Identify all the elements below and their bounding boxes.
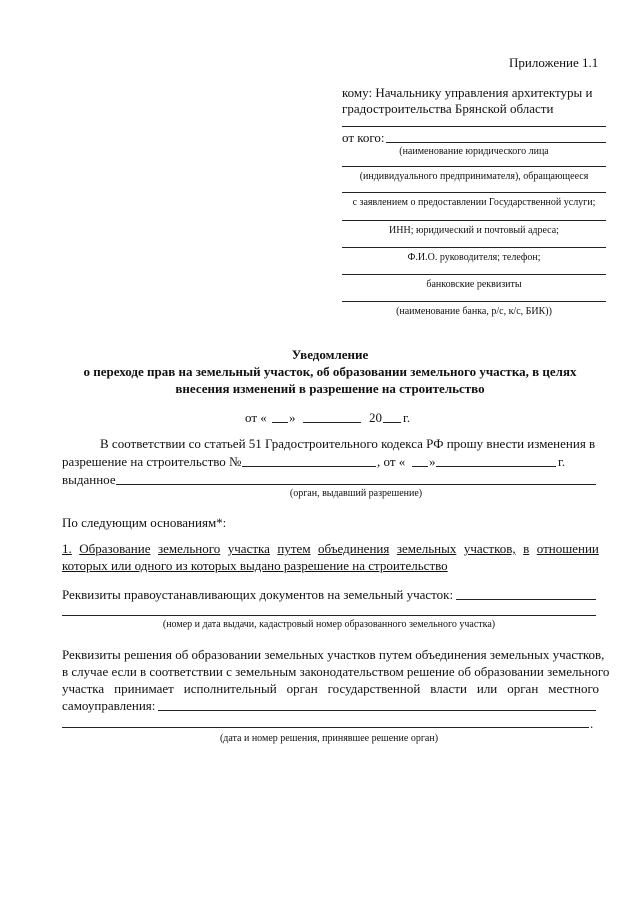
decision-line3-word: принимает (114, 681, 174, 696)
date-year-field[interactable] (383, 422, 401, 423)
permit-date-quote: » (429, 454, 436, 469)
permit-number-field[interactable] (242, 466, 376, 467)
hint-bank-name: (наименование банка, р/с, к/с, БИК)) (396, 306, 552, 317)
issued-by-hint: (орган, выдавший разрешение) (289, 488, 423, 499)
decision-line4-label: самоуправления: (62, 698, 156, 713)
decision-line3-word: орган (286, 681, 318, 696)
ground-1-word: отношении (536, 541, 599, 556)
date-month-field[interactable] (303, 422, 361, 423)
ground-1-line2: которых или одного из которых выдано разрешение на строительство (62, 558, 448, 573)
decision-end-dot: . (590, 716, 594, 731)
decision-field-1[interactable] (158, 710, 596, 711)
grounds-label: По следующим основаниям*: (62, 515, 227, 530)
decision-line3-word: или (476, 681, 498, 696)
decision-field-2[interactable] (62, 727, 589, 728)
from-field-line-6[interactable] (342, 274, 606, 275)
ground-1-word: в (523, 541, 530, 556)
docs-field-2[interactable] (62, 615, 596, 616)
decision-line2: в случае если в соответствии с земельным законодательством решение об образовании земельного (62, 664, 610, 679)
doc-subtitle-line1: о переходе прав на земельный участок, об образовании земельного участка, в целях (83, 364, 577, 379)
from-field-line[interactable] (386, 142, 606, 143)
from-label: от кого: (342, 130, 385, 145)
from-field-line-7[interactable] (342, 301, 606, 302)
date-year-suffix: г. (403, 410, 411, 425)
date-close-quote: » (289, 410, 296, 425)
ground-1-word: 1. (62, 541, 72, 556)
appendix-label: Приложение 1.1 (509, 55, 599, 70)
permit-number-label: разрешение на строительство № (62, 454, 242, 469)
hint-bank-details: банковские реквизиты (426, 279, 522, 290)
ground-1-word: Образование (79, 541, 151, 556)
body-para1-line1: В соответствии со статьей 51 Градостроительного кодекса РФ прошу внести изменения в (100, 436, 596, 451)
doc-subtitle-line2: внесения изменений в разрешение на строительство (175, 381, 485, 396)
ground-1-word: земельного (157, 541, 221, 556)
ground-1-word: земельных (396, 541, 457, 556)
recipient-underline (342, 126, 606, 127)
from-field-line-2[interactable] (342, 166, 606, 167)
hint-request: с заявлением о предоставлении Государственной услуги; (352, 197, 596, 208)
ground-1-line1 (62, 541, 599, 556)
decision-line3-word: местного (548, 681, 599, 696)
permit-date-suffix: г. (558, 454, 566, 469)
date-day-field[interactable] (272, 422, 288, 423)
hint-head-phone: Ф.И.О. руководителя; телефон; (407, 252, 541, 263)
hint-entrepreneur: (индивидуального предпринимателя), обращающееся (359, 171, 589, 182)
issued-by-field[interactable] (116, 484, 596, 485)
issued-by-label: выданное (62, 472, 116, 487)
decision-line3-word: власти (430, 681, 467, 696)
doc-title: Уведомление (291, 347, 369, 362)
date-year-prefix: 20 (369, 410, 382, 425)
decision-line3-word: государственной (327, 681, 421, 696)
ground-1-word: путем (277, 541, 311, 556)
decision-line1: Реквизиты решения об образовании земельных участков путем объединения земельных участков, (62, 647, 605, 662)
decision-line3-word: исполнительный (183, 681, 277, 696)
decision-line3-word: участка (62, 681, 105, 696)
ground-1-word: участка (227, 541, 270, 556)
docs-hint: (номер и дата выдачи, кадастровый номер образованного земельного участка) (162, 619, 496, 630)
docs-field-1[interactable] (456, 599, 596, 600)
hint-inn-address: ИНН; юридический и почтовый адреса; (389, 225, 559, 236)
from-field-line-3[interactable] (342, 192, 606, 193)
from-field-line-5[interactable] (342, 247, 606, 248)
permit-date-prefix: , от « (377, 454, 406, 469)
permit-month-year-field[interactable] (436, 466, 556, 467)
recipient-line1: кому: Начальнику управления архитектуры и (342, 85, 593, 100)
permit-day-field[interactable] (412, 466, 428, 467)
ground-1-word: участков, (463, 541, 516, 556)
hint-org-name: (наименование юридического лица (399, 146, 549, 157)
decision-line3-word: орган (507, 681, 539, 696)
decision-hint: (дата и номер решения, принявшее решение орган) (219, 733, 439, 744)
date-from-label: от « (245, 410, 267, 425)
docs-label: Реквизиты правоустанавливающих документов на земельный участок: (62, 587, 454, 602)
ground-1-word: объединения (318, 541, 390, 556)
recipient-line2: градостроительства Брянской области (342, 101, 554, 116)
from-field-line-4[interactable] (342, 220, 606, 221)
decision-line3 (62, 681, 599, 696)
